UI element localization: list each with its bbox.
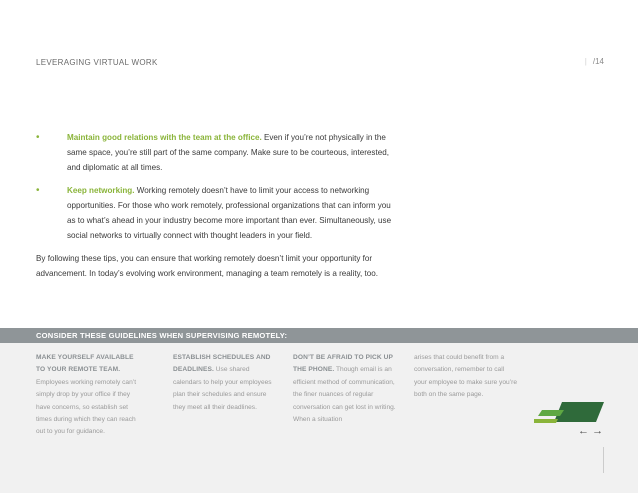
bullet-dot-icon: • <box>36 132 40 143</box>
bullet-text: Even if you’re not physically in the same space, you’re still part of the same company. Make sure to be courteous, interested, and diplomatic at all times. <box>67 133 389 172</box>
brand-logo-icon <box>534 400 604 424</box>
bullet-dot-icon: • <box>36 185 40 196</box>
logo-bar-light <box>538 410 564 416</box>
prev-page-arrow-icon[interactable]: ← <box>578 425 589 437</box>
guideline-lead: DON’T BE AFRAID TO PICK UP THE PHONE. <box>293 354 393 374</box>
next-page-arrow-icon[interactable]: → <box>592 425 604 437</box>
bullet-item <box>36 183 394 243</box>
page-separator: | <box>584 57 587 66</box>
main-body <box>36 130 394 281</box>
guideline-lead: MAKE YOURSELF AVAILABLE TO YOUR REMOTE TEAM. <box>36 354 134 374</box>
guideline-text: Though email is an efficient method of communication, the finer nuances of regular conversation can get lost in writing. When a situation <box>293 366 396 424</box>
guideline-text: Employees working remotely can’t simply drop by your office if they have concerns, so establish set times during which they can reach out to you for guidance. <box>36 378 137 436</box>
bullet-item <box>36 130 394 175</box>
bullet-text: Working remotely doesn’t have to limit your access to networking opportunities. For those who work remotely, professional organizations that can inform you as to what’s ahead in your industry become more important than ever. Simultaneously, use social networks to virtually connect with thought leaders in your field. <box>67 186 392 240</box>
bullet-lead: Maintain good relations with the team at the office. <box>67 133 262 142</box>
guideline-text: arises that could benefit from a conversation, remember to call your employee to make sure you’re both on the same page. <box>414 354 517 399</box>
page-number-value: /14 <box>592 57 604 66</box>
page-number <box>585 57 604 66</box>
logo-bar-accent <box>534 419 558 423</box>
divider <box>603 447 604 473</box>
page-navigation <box>578 425 603 437</box>
closing-paragraph: By following these tips, you can ensure that working remotely doesn’t limit your opportunity for advancement. In today’s evolving work environment, managing a team remotely is a reality, too. <box>36 254 379 278</box>
guideline-text: Use shared calendars to help your employees plan their schedules and ensure they meet all their deadlines. <box>173 366 272 411</box>
guidelines-title: CONSIDER THESE GUIDELINES WHEN SUPERVISING REMOTELY: <box>36 331 288 340</box>
guideline-column <box>36 352 140 439</box>
document-title: LEVERAGING VIRTUAL WORK <box>36 58 158 67</box>
guideline-lead: ESTABLISH SCHEDULES AND DEADLINES. <box>173 354 271 374</box>
guideline-column <box>173 352 277 414</box>
guidelines-header <box>0 328 638 343</box>
guideline-column <box>293 352 397 426</box>
bullet-lead: Keep networking. <box>67 186 135 195</box>
guideline-column <box>414 352 518 402</box>
